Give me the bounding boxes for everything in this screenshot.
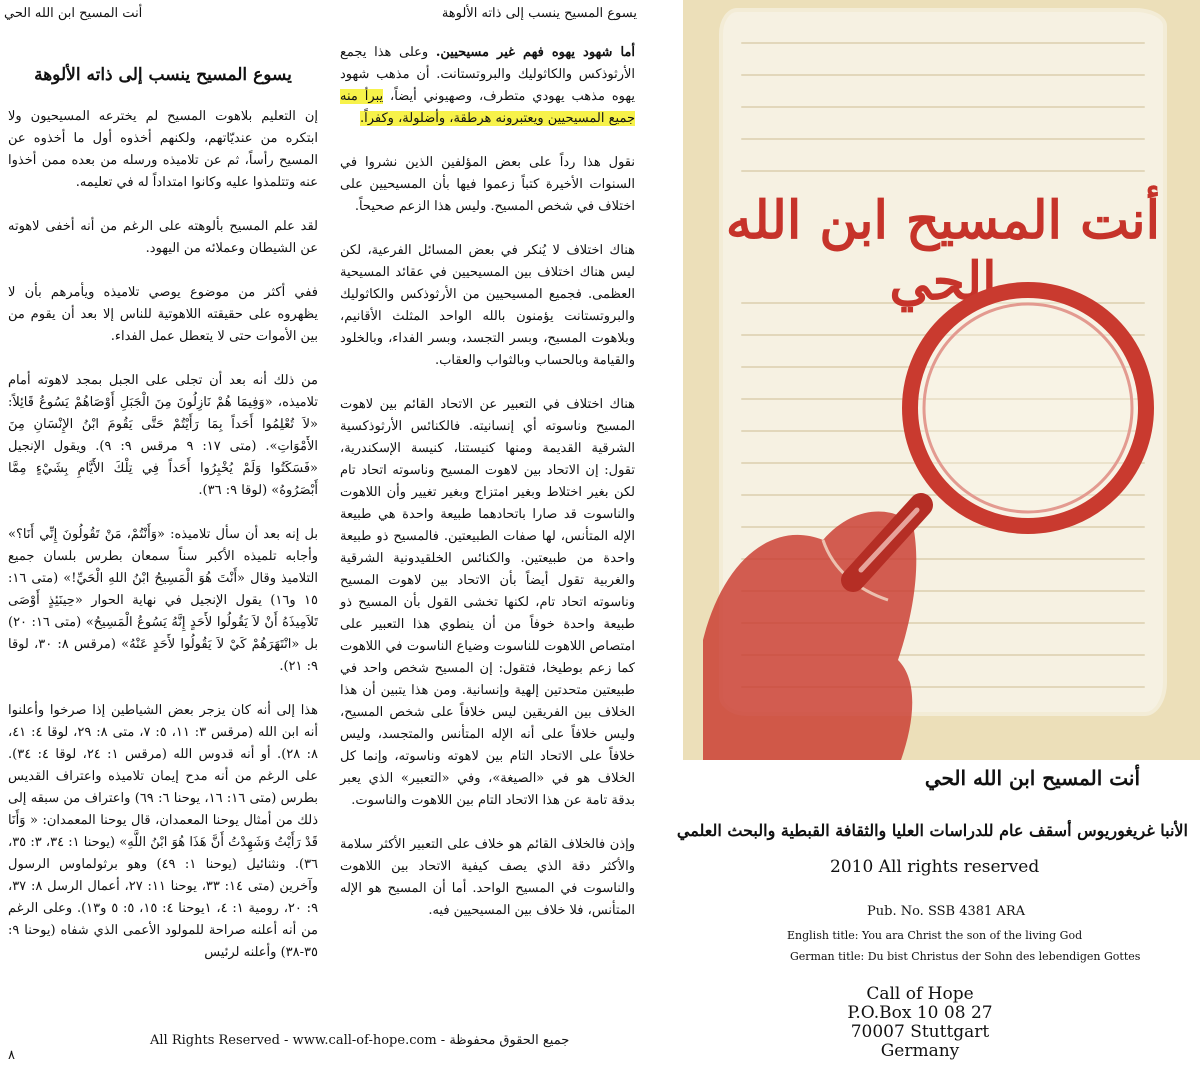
running-head-right: يسوع المسيح ينسب إلى ذاته الألوهة [441, 6, 637, 21]
paragraph: هناك اختلاف في التعبير عن الاتحاد القائم بين لاهوت المسيح وناسوته أي إنسانيته. فالكنائس الأرثوذكسية الشرقية القديمة ومنها كنيستنا، كنيسة الإسكندرية، تقول: إن الاتحاد بين لاهوت المسيح وناسوته اتحاد تام لكن بغير اختلاط وبغير امتزاج وبغير تغيير وأن اللاهوت والناسوت قد صارا باتحادهما طبيعة واحدة هي طبيعة الإله المتأنس، لها صفات الطبيعتين. فالمسيح ذو طبيعة واحدة من طبيعتين. والكنائس الخلقيدونية الشرقية والغربية تقول أيضاً بأن الاتحاد بين لاهوت المسيح وناسوته اتحاد تام، لكنها تخشى القول بأن المسيح ذو طبيعة واحدة خوفاً من أن ينطوي هذا التعبير على امتصاص اللاهوت للناسوت وضياع الناسوت في اللاهوت كما زعم بوطيخا، فتقول: إن المسيح شخص واحد في طبيعتين متحدتين إلهية وإنسانية. ومن هذا يتبين أن هذا الخلاف بين الفريقين ليس خلافاً على شخص المسيح، وليس خلافاً على أنه الإله المتأنس والمتجسد، وليس خلافاً على الاتحاد التام بين لاهوته وناسوته، وإنما كل الخلاف هو في «الصيغة»، وفي «التعبير» الذي يعبر بدقة تامة عن هذا الاتحاد التام بين اللاهوت والناسوت. [340, 397, 635, 808]
paragraph: وإذن فالخلاف القائم هو خلاف على التعبير الأكثر سلامة والأكثر دقة الذي يصف كيفية الاتحاد بين اللاهوت والناسوت في المسيح الواحد. أما أن المسيح هو الإله المتأنس، فلا خلاف بين المسيحيين فيه. [340, 837, 635, 918]
publisher-address [815, 985, 1025, 1061]
german-title: German title: Du bist Christus der Sohn des lebendigen Gottes [790, 950, 1141, 963]
paragraph: هذا إلى أنه كان يزجر بعض الشياطين إذا صرخوا وأعلنوا أنه ابن الله (مرقس ٣: ١١، ٥: ٧، متى ٨: ٢٩، لوقا ٤: ٤١، ٨: ٢٨). أو أنه قدوس الله (مرقس ١: ٢٤، لوقا ٤: ٣٤). على الرغم من أنه مدح إيمان تلاميذه واعتراف القديس بطرس (متى ١٦: ١٦، يوحنا ٦: ٦٩) واعتراف من سبقه إلى ذلك من أمثال يوحنا المعمدان، قال يوحنا المعمدان: « وَأَنَا قَدْ رَأَيْتُ وَشَهِدْتُ أَنَّ هَذَا هُوَ ابْنُ اللَّهِ» (يوحنا ١: ٣٤، ٣: ٣٥، ٣٦). ونثنائيل (يوحنا ١: ٤٩) وهو برثولماوس الرسول وآخرين (متى ١٤: ٣٣، يوحنا ١١: ٢٧، أعمال الرسل ٨: ٣٧، ٩: ٢٠، رومية ١: ٤، ١يوحنا ٤: ١٥، ٥: ٥ و١٣). وعلى الرغم من أنه أعلنه صراحة للمولود الأعمى الذي شفاه (يوحنا ٩: ٣٥-٣٨) وأعلنه لرئيس [8, 703, 319, 960]
cover-illustration [683, 0, 1200, 760]
address-line: P.O.Box 10 08 27 [847, 1003, 993, 1023]
address-line: 70007 Stuttgart [850, 1022, 990, 1042]
paragraph: لقد علم المسيح بألوهته على الرغم من أنه أخفى لاهوته عن الشيطان وعملائه من اليهود. [8, 219, 318, 256]
text-column-right [340, 42, 635, 944]
page-number: ٨ [8, 1048, 15, 1063]
highlighted-text: يبرأ منه جميع المسيحيين ويعتبرونه هرطقة، وأضلولة، وكفراً. [340, 89, 635, 126]
paragraph: نقول هذا رداً على بعض المؤلفين الذين نشروا في السنوات الأخيرة كتباً زعموا فيها بأن المسيحيين على اختلاف في شخص المسيح. وليس هذا الزعم صحيحاً. [340, 155, 635, 214]
book-author: الأنبا غريغوريوس أسقف عام للدراسات العليا والثقافة القبطية والبحث العلمي [676, 821, 1188, 840]
address-line: Call of Hope [866, 984, 974, 1004]
paragraph [340, 42, 635, 130]
address-line: Germany [880, 1041, 960, 1061]
page-footer: All Rights Reserved - www.call-of-hope.com - جميع الحقوق محفوظة [150, 1033, 570, 1048]
magnifying-glass-icon [683, 0, 1200, 760]
rights-notice: 2010 All rights reserved [830, 857, 1040, 877]
paragraph: بل إنه بعد أن سأل تلاميذه: «وَأَنْتُمْ، مَنْ تَقُولُونَ إِنِّي أَنَا؟» وأجابه تلميذه الأكبر سناً سمعان بطرس بلسان جميع التلاميذ وقال «أَنْتَ هُوَ الْمَسِيحُ ابْنُ اللهِ الْحَيِّ!» (متى ١٦: ١٥ و١٦) يقول الإنجيل في نهاية الحوار «حِينَئِذٍ أَوْصَى تَلاَمِيذَهُ أَنْ لاَ يَقُولُوا لأَحَدٍ إِنَّهُ يَسُوعُ الْمَسِيحُ» (متى ١٦: ٢٠) بل «انْتَهَرَهُمْ كَيْ لاَ يَقُولُوا لأَحَدٍ عَنْهُ» (مرقس ٨: ٣٠، لوقا ٩: ٢١). [8, 527, 319, 674]
paragraph: هناك اختلاف لا يُنكر في بعض المسائل الفرعية، لكن ليس هناك اختلاف بين المسيحيين في عقائد المسيحية العظمى. فجميع المسيحيين من الأرثوذكس والكاثوليك والبروتستانت يؤمنون بالله الواحد المثلث الأقانيم، وبلاهوت المسيح، وبسر التجسد، وبسر الفداء، وبالخلود والقيامة وبالحساب وبالثواب والعقاب. [340, 243, 635, 368]
bold-lead: أما شهود يهوه فهم غير مسيحيين. [435, 45, 635, 60]
running-head-left: أنت المسيح ابن الله الحي [4, 6, 143, 21]
paragraph: ففي أكثر من موضوع يوصي تلاميذه ويأمرهم بأن لا يظهروه على حقيقته اللاهوتية للناس إلا بعد أن يقوم من بين الأموات حتى لا يتعطل عمل الفداء. [8, 285, 318, 344]
paragraph: إن التعليم بلاهوت المسيح لم يخترعه المسيحيون ولا ابتكره من عنديّاتهم، ولكنهم أخذوه أول ما أخذوه عن المسيح رأساً، ثم عن تلاميذه ورسله من بعده ممن أخذوا عنه وتتلمذوا عليه وكانوا امتداداً له في تعليمه. [8, 109, 318, 190]
right-page [655, 0, 1200, 1072]
text-column-left [8, 40, 318, 986]
paragraph-text: وعلى هذا يجمع الأرثوذكس والكاثوليك والبروتستانت. أن مذهب شهود يهوه مذهب يهودي متطرف، وصهيوني أيضاً، [340, 45, 635, 104]
publication-number: Pub. No. SSB 4381 ARA [867, 904, 1025, 919]
cover-art-title: أنت المسيح ابن الله الحي [725, 190, 1161, 312]
english-title: English title: You ara Christ the son of the living God [787, 929, 1083, 942]
book-title: أنت المسيح ابن الله الحي [924, 766, 1140, 790]
section-title: يسوع المسيح ينسب إلى ذاته الألوهة [34, 65, 292, 85]
paragraph: من ذلك أنه بعد أن تجلى على الجبل بمجد لاهوته أمام تلاميذه، «وَفِيمَا هُمْ نَازِلُونَ مِنَ الْجَبَلِ أَوْصَاهُمْ يَسُوعُ قَائِلاً: «لاَ تُعْلِمُوا أَحَداً بِمَا رَأَيْتُمْ حَتَّى يَقُومَ ابْنُ الإِنْسَانِ مِنَ الأَمْوَاتِ». (متى ١٧: ٩ مرقس ٩: ٩). ويقول الإنجيل «فَسَكَتُوا وَلَمْ يُخْبِرُوا أَحَداً فِي تِلْكَ الأَيَّامِ بِشَيْءٍ مِمَّا أَبْصَرُوهُ» (لوقا ٩: ٣٦). [8, 373, 318, 498]
